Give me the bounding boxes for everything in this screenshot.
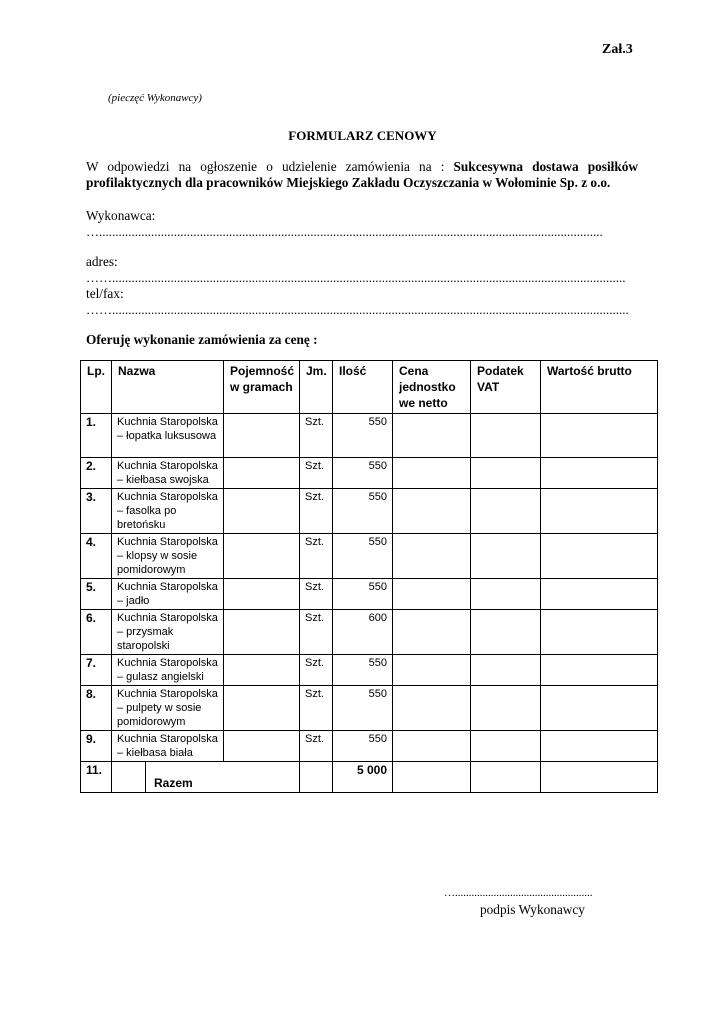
row-unit: Szt. xyxy=(300,579,333,610)
row-gross[interactable] xyxy=(541,534,658,579)
row-name: Kuchnia Staropolska – gulasz angielski xyxy=(112,655,224,686)
row-lp: 7. xyxy=(81,655,112,686)
row-name: Kuchnia Staropolska – kiełbasa biała xyxy=(112,731,224,762)
row-lp: 9. xyxy=(81,731,112,762)
row-gross[interactable] xyxy=(541,655,658,686)
signature-label: podpis Wykonawcy xyxy=(480,902,585,917)
contractor-field[interactable]: …........................................................................................................................................................... xyxy=(86,224,603,239)
row-unit: Szt. xyxy=(300,458,333,489)
total-unit xyxy=(300,762,333,793)
table-row xyxy=(81,655,658,686)
total-gross[interactable] xyxy=(541,762,658,793)
table-row xyxy=(81,414,658,458)
row-lp: 3. xyxy=(81,489,112,534)
table-row xyxy=(81,731,658,762)
row-lp: 1. xyxy=(81,414,112,458)
row-qty: 550 xyxy=(333,534,393,579)
row-lp: 6. xyxy=(81,610,112,655)
contractor-stamp-label: (pieczęć Wykonawcy) xyxy=(108,92,202,104)
row-gross[interactable] xyxy=(541,686,658,731)
table-row xyxy=(81,686,658,731)
row-capacity[interactable] xyxy=(224,458,300,489)
contractor-label: Wykonawca: xyxy=(86,208,156,223)
row-name: Kuchnia Staropolska – przysmak staropolski xyxy=(112,610,224,655)
row-unit-price[interactable] xyxy=(393,610,471,655)
row-gross[interactable] xyxy=(541,489,658,534)
row-lp: 5. xyxy=(81,579,112,610)
row-lp: 4. xyxy=(81,534,112,579)
row-unit-price[interactable] xyxy=(393,414,471,458)
address-field[interactable]: …….............................................................................................................................................................. xyxy=(86,270,626,285)
row-qty: 550 xyxy=(333,489,393,534)
row-name: Kuchnia Staropolska – kiełbasa swojska xyxy=(112,458,224,489)
offer-label: Oferuję wykonanie zamówienia za cenę : xyxy=(86,332,318,347)
row-qty: 550 xyxy=(333,655,393,686)
total-vat[interactable] xyxy=(471,762,541,793)
row-qty: 550 xyxy=(333,579,393,610)
row-capacity[interactable] xyxy=(224,414,300,458)
row-unit: Szt. xyxy=(300,489,333,534)
row-vat[interactable] xyxy=(471,489,541,534)
row-unit-price[interactable] xyxy=(393,686,471,731)
row-capacity[interactable] xyxy=(224,534,300,579)
form-title: FORMULARZ CENOWY xyxy=(288,128,437,143)
row-unit: Szt. xyxy=(300,655,333,686)
row-vat[interactable] xyxy=(471,579,541,610)
attachment-number: Zał.3 xyxy=(602,42,633,57)
row-unit-price[interactable] xyxy=(393,655,471,686)
price-table xyxy=(80,360,658,793)
row-name: Kuchnia Staropolska – łopatka luksusowa xyxy=(112,414,224,458)
row-unit-price[interactable] xyxy=(393,458,471,489)
row-name: Kuchnia Staropolska – fasolka po bretońsku xyxy=(112,489,224,534)
row-qty: 550 xyxy=(333,458,393,489)
row-capacity[interactable] xyxy=(224,579,300,610)
intro-paragraph xyxy=(86,159,638,191)
table-row xyxy=(81,610,658,655)
row-unit-price[interactable] xyxy=(393,489,471,534)
row-unit: Szt. xyxy=(300,610,333,655)
row-gross[interactable] xyxy=(541,458,658,489)
row-capacity[interactable] xyxy=(224,655,300,686)
row-qty: 600 xyxy=(333,610,393,655)
row-gross[interactable] xyxy=(541,610,658,655)
row-name: Kuchnia Staropolska – pulpety w sosie pomidorowym xyxy=(112,686,224,731)
row-vat[interactable] xyxy=(471,610,541,655)
total-label: Razem xyxy=(154,776,193,790)
row-qty: 550 xyxy=(333,731,393,762)
table-row xyxy=(81,458,658,489)
row-lp: 8. xyxy=(81,686,112,731)
row-vat[interactable] xyxy=(471,458,541,489)
signature-line[interactable]: ….................................................. xyxy=(444,887,593,899)
row-vat[interactable] xyxy=(471,414,541,458)
row-capacity[interactable] xyxy=(224,686,300,731)
row-vat[interactable] xyxy=(471,655,541,686)
phone-field[interactable]: ……............................................................................................................................................................... xyxy=(86,302,629,317)
row-vat[interactable] xyxy=(471,534,541,579)
row-unit-price[interactable] xyxy=(393,731,471,762)
row-vat[interactable] xyxy=(471,731,541,762)
row-capacity[interactable] xyxy=(224,489,300,534)
row-qty: 550 xyxy=(333,686,393,731)
table-row xyxy=(81,534,658,579)
row-unit: Szt. xyxy=(300,731,333,762)
row-unit: Szt. xyxy=(300,414,333,458)
header-vat: Podatek VAT xyxy=(471,361,541,414)
total-lp: 11. xyxy=(81,762,112,793)
row-gross[interactable] xyxy=(541,579,658,610)
total-row xyxy=(81,762,658,793)
table-row xyxy=(81,579,658,610)
total-label-cell xyxy=(112,762,300,793)
row-unit: Szt. xyxy=(300,686,333,731)
row-gross[interactable] xyxy=(541,414,658,458)
header-unit: Jm. xyxy=(300,361,333,414)
intro-subject: Sukcesywna dostawa posiłków profilaktycznych dla pracowników Miejskiego Zakładu Oczyszczania w Wołominie Sp. z o.o. xyxy=(86,159,638,190)
phone-label: tel/fax: xyxy=(86,286,124,301)
table-row xyxy=(81,489,658,534)
row-name: Kuchnia Staropolska – klopsy w sosie pomidorowym xyxy=(112,534,224,579)
row-capacity[interactable] xyxy=(224,610,300,655)
row-qty: 550 xyxy=(333,414,393,458)
row-unit: Szt. xyxy=(300,534,333,579)
header-unit-price: Cena jednostko we netto xyxy=(393,361,471,414)
intro-prefix: W odpowiedzi na ogłoszenie o udzielenie zamówienia na : xyxy=(86,159,454,174)
row-capacity[interactable] xyxy=(224,731,300,762)
row-vat[interactable] xyxy=(471,686,541,731)
header-qty: Ilość xyxy=(333,361,393,414)
total-qty: 5 000 xyxy=(333,762,393,793)
row-unit-price[interactable] xyxy=(393,534,471,579)
address-label: adres: xyxy=(86,254,118,269)
header-lp: Lp. xyxy=(81,361,112,414)
header-name: Nazwa xyxy=(112,361,224,414)
total-unit-price[interactable] xyxy=(393,762,471,793)
row-gross[interactable] xyxy=(541,731,658,762)
row-name: Kuchnia Staropolska – jadło xyxy=(112,579,224,610)
header-gross: Wartość brutto xyxy=(541,361,658,414)
row-lp: 2. xyxy=(81,458,112,489)
table-header-row xyxy=(81,361,658,414)
header-capacity: Pojemność w gramach xyxy=(224,361,300,414)
row-unit-price[interactable] xyxy=(393,579,471,610)
